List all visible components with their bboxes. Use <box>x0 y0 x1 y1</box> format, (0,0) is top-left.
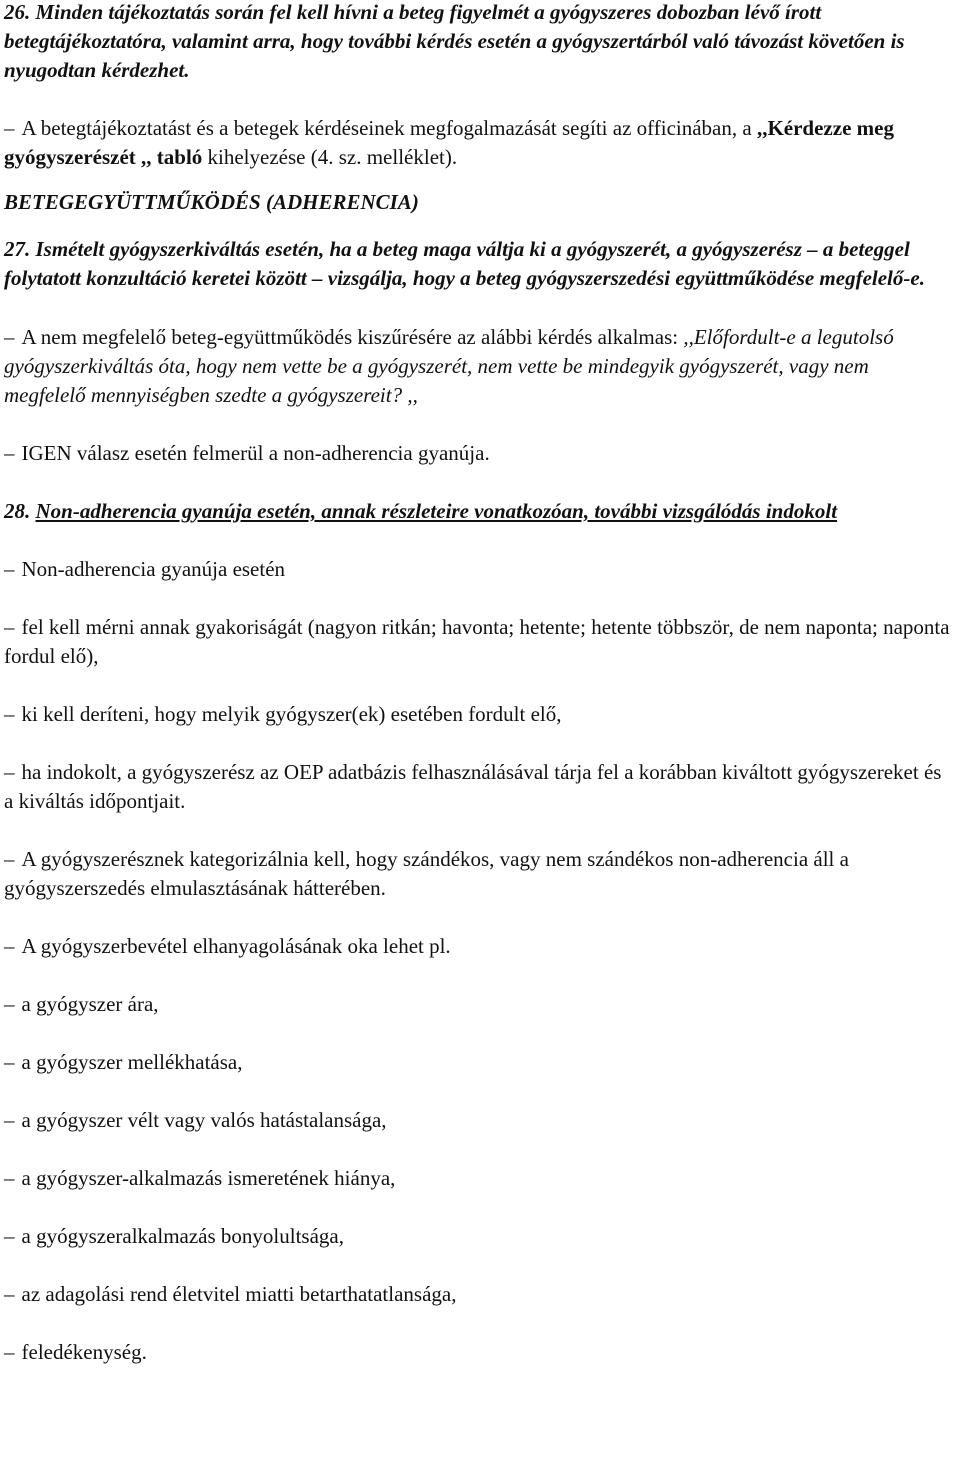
item-26-quote-open: ,, <box>756 116 768 140</box>
item-27-text-c: vizsgálja, hogy a beteg gyógyszerszedési együttműködése megfelelő-e. <box>327 266 925 290</box>
dash-glyph: – <box>312 266 323 290</box>
dash-glyph: – <box>4 934 15 958</box>
list-item <box>4 990 954 1019</box>
list-item <box>4 758 954 816</box>
list-item-text: fel kell mérni annak gyakoriságát (nagyon ritkán; havonta; hetente; hetente többször, de nem naponta; naponta fordul elő), <box>4 615 950 668</box>
dash-glyph: – <box>4 847 15 871</box>
item-28-text: Non-adherencia gyanúja esetén, annak részleteire vonatkozóan, további vizsgálódás indokolt <box>35 499 838 523</box>
item-27-question: Előfordult-e a legutolsó gyógyszerkiváltás óta, hogy nem vette be a gyógyszerét, nem vette be mindegyik gyógyszerét, vagy nem megfelelő mennyiségben szedte a gyógyszereit? <box>4 325 894 407</box>
dash-glyph: – <box>4 615 15 639</box>
list-item-text: a gyógyszer-alkalmazás ismeretének hiánya, <box>21 1166 396 1190</box>
list-item <box>4 555 954 584</box>
item-27-quote-open: ,, <box>683 325 694 349</box>
dash-glyph: – <box>4 557 15 581</box>
item-28-bullet-list <box>4 555 954 1367</box>
item-27-bullet-1 <box>4 323 954 410</box>
list-item <box>4 1338 954 1367</box>
item-27-text-a: Ismételt gyógyszerkiváltás esetén, ha a beteg maga váltja ki a gyógyszerét, a gyógyszerész <box>35 237 802 261</box>
dash-glyph: – <box>4 1108 15 1132</box>
item-26-bold-title: Kérdezze meg gyógyszerészét <box>4 116 894 169</box>
list-item-text: feledékenység. <box>21 1340 147 1364</box>
list-item-text: a gyógyszeralkalmazás bonyolultsága, <box>21 1224 344 1248</box>
list-item <box>4 1280 954 1309</box>
dash-glyph: – <box>4 1050 15 1074</box>
list-item <box>4 700 954 729</box>
list-item <box>4 613 954 671</box>
item-27-paragraph <box>4 235 954 293</box>
list-item-text: a gyógyszer mellékhatása, <box>21 1050 243 1074</box>
item-26-bullet-post: kihelyezése (4. sz. melléklet). <box>207 145 458 169</box>
item-27-text-b: a beteggel folytatott konzultáció keretei között <box>4 237 910 290</box>
list-item-text: Non-adherencia gyanúja esetén <box>21 557 286 581</box>
dash-glyph: – <box>807 237 818 261</box>
item-27-number: 27. <box>4 237 31 261</box>
list-item-text: az adagolási rend életvitel miatti betarthatatlansága, <box>21 1282 457 1306</box>
item-27-quote-close: ,, <box>407 383 418 407</box>
list-item-text: a gyógyszer ára, <box>21 992 159 1016</box>
list-item <box>4 932 954 961</box>
list-item-text: ki kell deríteni, hogy melyik gyógyszer(ek) esetében fordult elő, <box>21 702 562 726</box>
list-item-text: A gyógyszerésznek kategorizálnia kell, hogy szándékos, vagy nem szándékos non-adherencia áll a gyógyszerszedés elmulasztásának hátterében. <box>4 847 849 900</box>
dash-glyph: – <box>4 1166 15 1190</box>
item-28-number: 28. <box>4 499 31 523</box>
item-26-bullet <box>4 114 954 172</box>
list-item <box>4 1048 954 1077</box>
dash-glyph: – <box>4 1224 15 1248</box>
dash-glyph: – <box>4 702 15 726</box>
dash-glyph: – <box>4 1340 15 1364</box>
item-26-text: Minden tájékoztatás során fel kell hívni a beteg figyelmét a gyógyszeres dobozban lévő írott betegtájékoztatóra, valamint arra, hogy további kérdés esetén a gyógyszertárból való távozást követően is nyugodtan kérdezhet. <box>4 0 905 82</box>
list-item <box>4 1164 954 1193</box>
item-27-bullet-2-text: IGEN válasz esetén felmerül a non-adherencia gyanúja. <box>21 441 490 465</box>
dash-glyph: – <box>4 992 15 1016</box>
list-item <box>4 1106 954 1135</box>
dash-glyph: – <box>4 325 15 349</box>
list-item-text: ha indokolt, a gyógyszerész az OEP adatbázis felhasználásával tárja fel a korábban kiváltott gyógyszereket és a kiváltás időpontjait. <box>4 760 942 813</box>
item-26-number: 26. <box>4 0 31 24</box>
item-27-bullet-2 <box>4 439 954 468</box>
item-26-bullet-pre: A betegtájékoztatást és a betegek kérdéseinek megfogalmazását segíti az officinában, a <box>21 116 752 140</box>
dash-glyph: – <box>4 116 15 140</box>
item-26-quote-close: ,, <box>141 145 152 169</box>
item-26-paragraph <box>4 0 954 85</box>
dash-glyph: – <box>4 1282 15 1306</box>
item-28-paragraph <box>4 497 954 526</box>
dash-glyph: – <box>4 441 15 465</box>
dash-glyph: – <box>4 760 15 784</box>
list-item <box>4 845 954 903</box>
item-26-bold-tablo: tabló <box>156 145 203 169</box>
list-item-text: A gyógyszerbevétel elhanyagolásának oka lehet pl. <box>21 934 451 958</box>
list-item-text: a gyógyszer vélt vagy valós hatástalansága, <box>21 1108 387 1132</box>
item-27-bullet-1-pre: A nem megfelelő beteg-együttműködés kiszűrésére az alábbi kérdés alkalmas: <box>21 325 679 349</box>
list-item <box>4 1222 954 1251</box>
section-heading: BETEGEGYÜTTMŰKÖDÉS (ADHERENCIA) <box>4 190 419 214</box>
